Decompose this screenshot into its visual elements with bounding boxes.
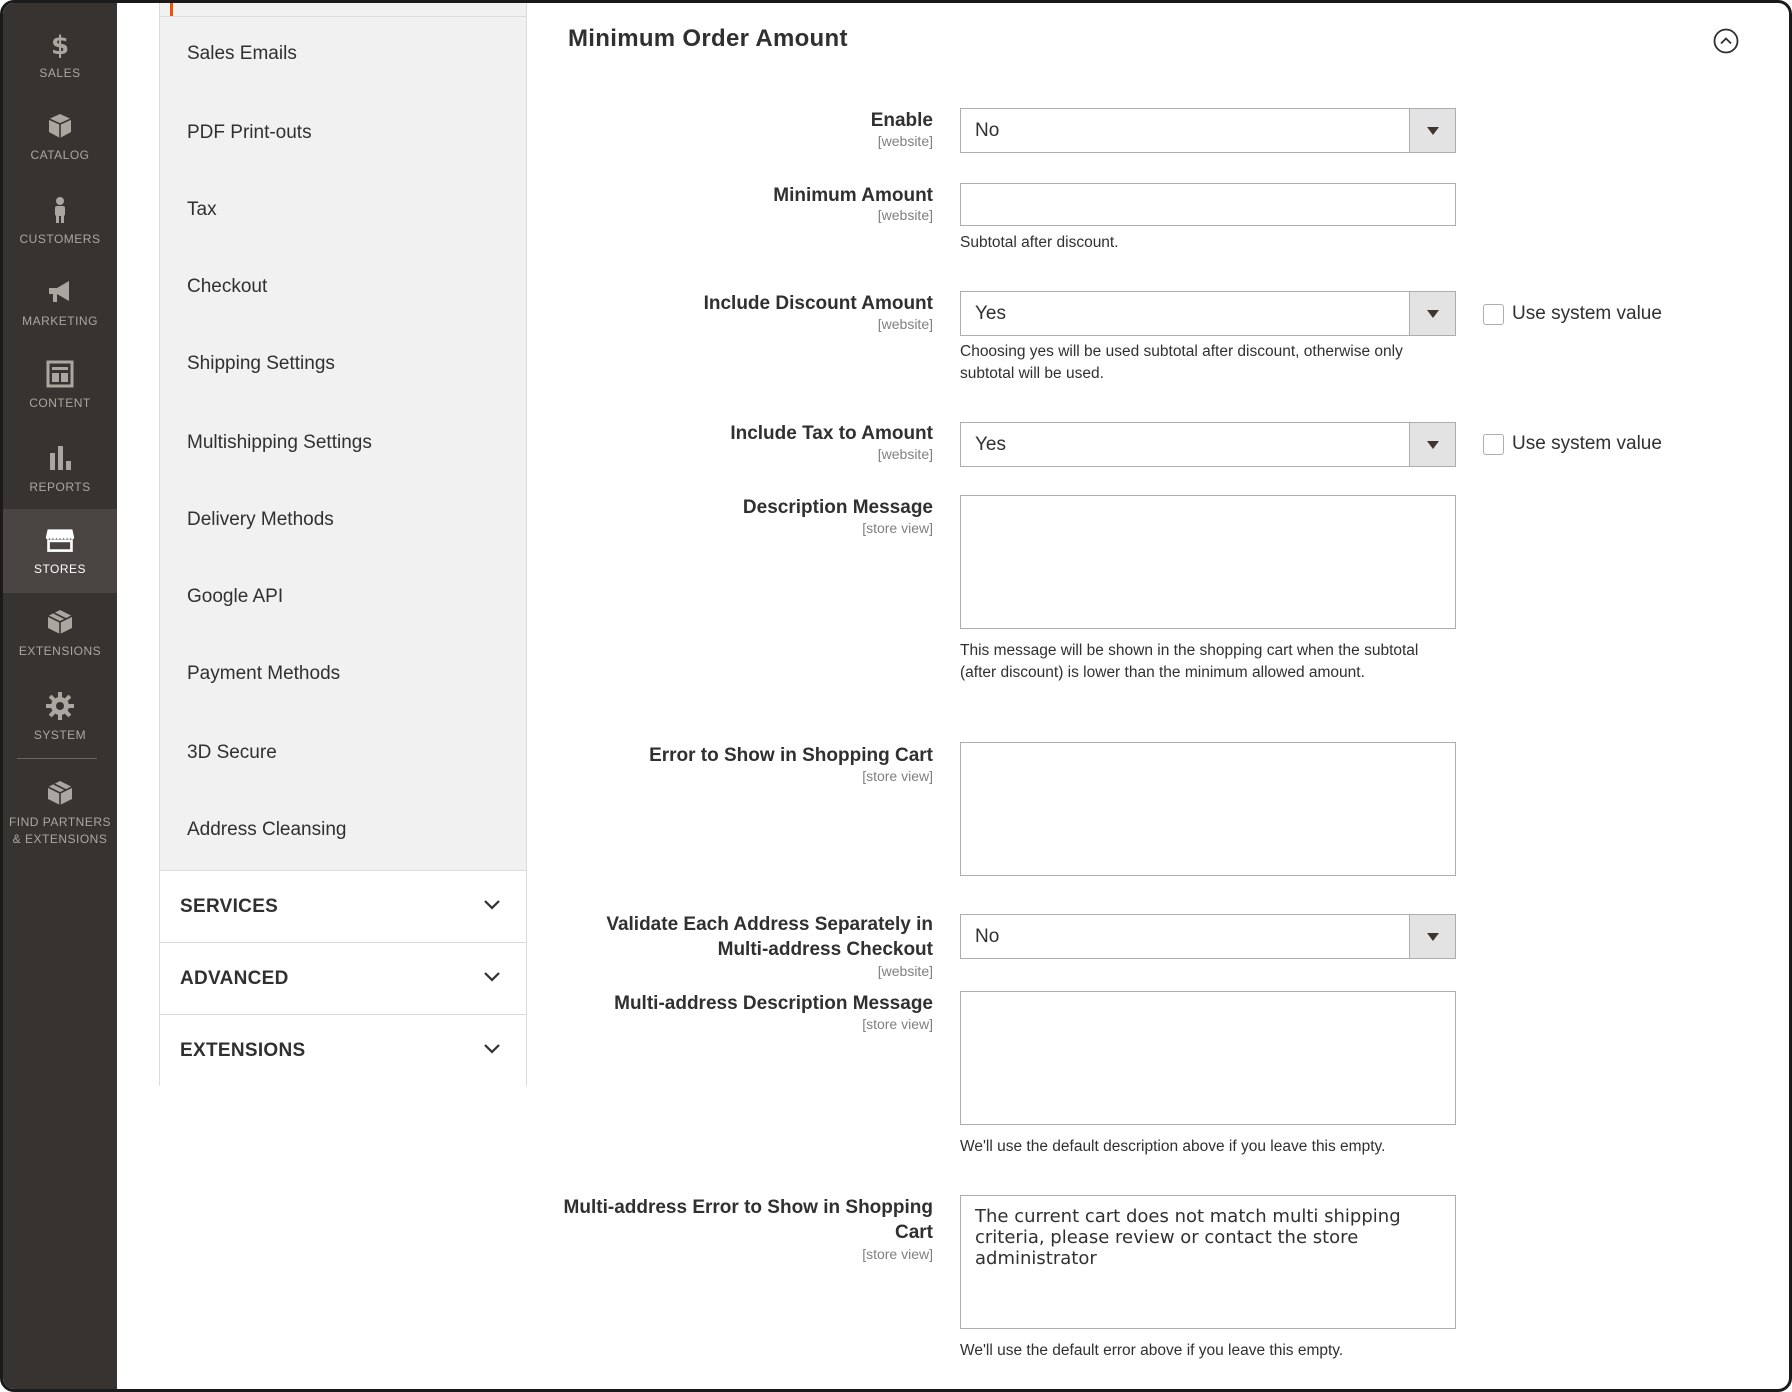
nav-item-reports[interactable]	[3, 427, 117, 511]
select-value: Yes	[975, 302, 1006, 324]
checkbox-label: Use system value	[1512, 303, 1662, 324]
box-icon	[45, 111, 75, 141]
nav-item-extensions[interactable]	[3, 591, 117, 675]
description-textarea[interactable]	[960, 495, 1456, 629]
error-label: Error to Show in Shopping Cart	[649, 745, 933, 766]
config-tabs-panel	[159, 3, 527, 1086]
include-tax-scope: [website]	[877, 446, 933, 462]
description-note: This message will be shown in the shopping cart when the subtotal (after discount) is lower than the minimum allowed amount.	[960, 642, 1419, 681]
label-line: Multi-address Error to Show in Shopping	[563, 1197, 933, 1218]
tab-pdf-print-outs[interactable]: PDF Print-outs	[187, 122, 312, 143]
tab-group-advanced[interactable]	[160, 942, 526, 1014]
megaphone-icon	[45, 277, 75, 307]
dollar-icon	[45, 29, 75, 59]
label-line: Multi-address Checkout	[717, 939, 933, 960]
store-icon	[45, 525, 75, 555]
nav-label: CUSTOMERS	[19, 231, 101, 246]
multi-description-note: We'll use the default description above if you leave this empty.	[960, 1138, 1386, 1155]
minimum-amount-label: Minimum Amount	[773, 185, 933, 206]
nav-item-marketing[interactable]	[3, 261, 117, 345]
tab-group-extensions[interactable]	[160, 1014, 526, 1086]
description-label: Description Message	[742, 497, 933, 518]
group-label: EXTENSIONS	[180, 1039, 306, 1061]
nav-divider	[17, 758, 97, 759]
dropdown-arrow-icon	[1409, 292, 1455, 335]
nav-label-line: FIND PARTNERS	[8, 815, 112, 829]
nav-label: REPORTS	[29, 479, 91, 494]
dropdown-arrow-icon	[1409, 915, 1455, 958]
error-textarea[interactable]	[960, 742, 1456, 876]
include-tax-label: Include Tax to Amount	[730, 423, 933, 444]
include-discount-note: Choosing yes will be used subtotal after discount, otherwise only subtotal will be used.	[960, 343, 1403, 382]
include-discount-scope: [website]	[877, 316, 933, 332]
include-tax-use-system-value[interactable]	[1483, 433, 1662, 455]
gear-icon	[45, 691, 75, 721]
svg-text:$: $	[50, 30, 70, 59]
select-value: No	[975, 925, 1000, 947]
label-line: Validate Each Address Separately in	[606, 914, 933, 935]
minimum-amount-note: Subtotal after discount.	[960, 234, 1119, 251]
multi-description-label: Multi-address Description Message	[614, 993, 933, 1014]
collapse-section-icon[interactable]	[1712, 27, 1740, 55]
tab-payment-methods[interactable]: Payment Methods	[187, 663, 341, 684]
group-label: SERVICES	[180, 895, 279, 917]
section-title: Minimum Order Amount	[568, 25, 848, 52]
tab-address-cleansing[interactable]: Address Cleansing	[187, 819, 347, 840]
dropdown-arrow-icon	[1409, 423, 1455, 466]
multi-error-note: We'll use the default error above if you leave this empty.	[960, 1342, 1344, 1359]
include-discount-use-system-value[interactable]	[1483, 303, 1662, 325]
validate-each-scope: [website]	[877, 963, 933, 979]
multi-description-textarea[interactable]	[960, 991, 1456, 1125]
group-label: ADVANCED	[180, 967, 289, 989]
select-value: Yes	[975, 433, 1006, 455]
nav-label: STORES	[33, 561, 87, 576]
cube-icon	[45, 778, 75, 808]
checkbox[interactable]	[1483, 304, 1504, 325]
validate-each-label	[606, 912, 933, 962]
multi-error-textarea[interactable]	[960, 1195, 1456, 1329]
layout-icon	[45, 359, 75, 389]
tab-google-api[interactable]: Google API	[187, 586, 284, 607]
divider	[160, 16, 526, 17]
enable-scope: [website]	[877, 133, 933, 149]
nav-item-catalog[interactable]	[3, 95, 117, 179]
multi-description-scope: [store view]	[862, 1016, 933, 1032]
nav-label-line: & EXTENSIONS	[12, 832, 108, 846]
nav-label: CATALOG	[30, 147, 90, 162]
tab-group-services[interactable]	[160, 870, 526, 942]
nav-item-stores[interactable]	[3, 509, 117, 593]
error-scope: [store view]	[862, 768, 933, 784]
enable-select[interactable]	[960, 108, 1456, 153]
active-tab-marker	[170, 3, 173, 17]
nav-item-find-partners[interactable]	[3, 763, 117, 863]
checkbox[interactable]	[1483, 434, 1504, 455]
select-value: No	[975, 119, 1000, 141]
nav-item-customers[interactable]	[3, 179, 117, 263]
minimum-amount-scope: [website]	[877, 207, 933, 223]
include-discount-label: Include Discount Amount	[703, 293, 933, 314]
multi-error-scope: [store view]	[862, 1246, 933, 1262]
tab-checkout[interactable]: Checkout	[187, 276, 268, 297]
checkbox-label: Use system value	[1512, 433, 1662, 454]
nav-label	[9, 814, 111, 848]
multi-error-label	[564, 1195, 933, 1245]
tab-multishipping-settings[interactable]: Multishipping Settings	[187, 432, 372, 453]
nav-label: SALES	[39, 65, 81, 80]
bar-chart-icon	[45, 443, 75, 473]
nav-item-content[interactable]	[3, 343, 117, 427]
nav-label: MARKETING	[22, 313, 98, 328]
tab-delivery-methods[interactable]: Delivery Methods	[187, 509, 334, 530]
tab-tax[interactable]: Tax	[187, 199, 217, 220]
include-discount-select[interactable]	[960, 291, 1456, 336]
chevron-down-icon	[482, 967, 502, 987]
enable-label: Enable	[870, 110, 933, 131]
admin-sidebar	[3, 3, 117, 1389]
dropdown-arrow-icon	[1409, 109, 1455, 152]
chevron-down-icon	[482, 895, 502, 915]
label-line: Cart	[894, 1222, 933, 1243]
nav-item-sales[interactable]	[3, 13, 117, 97]
description-scope: [store view]	[862, 520, 933, 536]
chevron-down-icon	[482, 1039, 502, 1059]
minimum-amount-input[interactable]	[960, 183, 1456, 226]
validate-each-select[interactable]	[960, 914, 1456, 959]
tab-shipping-settings[interactable]: Shipping Settings	[187, 353, 335, 374]
nav-label: EXTENSIONS	[18, 643, 102, 658]
person-icon	[45, 195, 75, 225]
nav-label: SYSTEM	[33, 727, 87, 742]
tab-3d-secure[interactable]: 3D Secure	[187, 742, 277, 763]
nav-label: CONTENT	[29, 395, 91, 410]
nav-item-system[interactable]	[3, 675, 117, 759]
tab-sales-emails[interactable]: Sales Emails	[187, 43, 297, 64]
cube-icon	[45, 607, 75, 637]
include-tax-select[interactable]	[960, 422, 1456, 467]
